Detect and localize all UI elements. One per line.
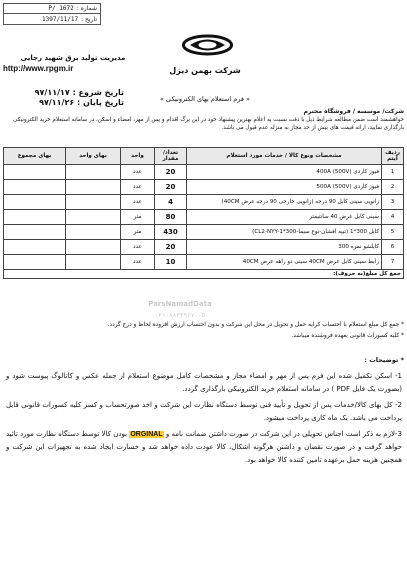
row-unit: عدد <box>121 180 155 195</box>
note-item: * جمع کل مبلغ استعلام با احتساب کرایه حمل و تحویل در محل این شرکت و بدون احتساب ارزش افزوده لحاظ و درج گردد. <box>107 322 404 328</box>
intro-text: خواهشمند است ضمن مطالعه شرایط ذیل با دقت نسبت به اعلام بهترین پیشنهاد خود در این برگ اقدام و پس از مهر، امضاء و اسکن، در سامانه استعلام خرید الکترونیکی بارگذاری نمایید، ارائه قیمت های بیش از حد مجاز به منزله عدم قبول می باشد. <box>12 117 404 131</box>
row-number: 6 <box>382 240 404 255</box>
table-row <box>4 240 404 255</box>
row-spec: رابط سینی کابل عرض 40CM سینی دو راهه عرض 40CM <box>187 255 382 270</box>
row-unit-price-cell[interactable] <box>66 195 121 210</box>
table-row <box>4 195 404 210</box>
row-unit-price-cell[interactable] <box>66 240 121 255</box>
row-total-cell[interactable] <box>4 165 66 180</box>
table-row <box>4 210 404 225</box>
explanation-item-1: 1- اسکن تکمیل شده این فرم پس از مهر و امضاء مجاز و مشخصات کامل موضوع استعلام از جمله عکس و کاتالوگ پیوست شود و (بصورت یک فایل PDF ) در سامانه استعلام خرید الکترونیکی بارگذاری گردد. <box>6 372 402 393</box>
table-row <box>4 225 404 240</box>
number-label: شماره : <box>76 5 97 12</box>
row-unit-price-cell[interactable] <box>66 255 121 270</box>
date-value: 1397/11/17 <box>42 15 79 23</box>
row-total-cell[interactable] <box>4 240 66 255</box>
explanation-item-2: 2- کل بهای کالا/خدمات پس از تحویل و تأیید فنی توسط دستگاه نظارت این شرکت و اخذ صورتحساب و کسر کلیه کسورات قانونی قابل پرداخت می باشد. یک ماه کاری پرداخت میشود. <box>6 401 402 422</box>
sum-in-words-label: جمع کل مبلغ(به حروف): <box>4 270 404 279</box>
row-spec: فیوز کاردی 400A (500V) <box>187 165 382 180</box>
header-unit: واحد <box>121 148 155 165</box>
form-title: « فرم استعلام بهای الکترونیکی » <box>160 95 250 103</box>
items-table <box>3 147 404 279</box>
organization-info <box>3 54 143 73</box>
company-name: شرکت بهمن دیزل <box>169 66 241 75</box>
row-spec: کابل 300*1 (تیپه افشان-نوع سیما-CL2-NYY-1*300) <box>187 225 382 240</box>
number-value: P/ 1672 <box>48 5 74 12</box>
inquiry-dates <box>4 88 124 108</box>
table-row <box>4 165 404 180</box>
row-spec: زانویی سینی کابل 90 درجه (زانویی خارجی 90 درجه عرض 40CM) <box>187 195 382 210</box>
explanation-item-3 <box>6 428 402 467</box>
row-total-cell[interactable] <box>4 180 66 195</box>
row-unit: عدد <box>121 255 155 270</box>
row-number: 1 <box>382 165 404 180</box>
row-unit-price-cell[interactable] <box>66 180 121 195</box>
row-spec: سینی کابل عرض 40 سانتیمتر <box>187 210 382 225</box>
row-total-cell[interactable] <box>4 225 66 240</box>
row-unit-price-cell[interactable] <box>66 210 121 225</box>
explanations-title: * توضیحات : <box>364 356 404 364</box>
table-header-row <box>4 148 404 165</box>
row-number: 7 <box>382 255 404 270</box>
row-spec: فیوز کاردی 500A (500V) <box>187 180 382 195</box>
sum-row <box>4 270 404 279</box>
row-unit-price-cell[interactable] <box>66 225 121 240</box>
notes-section <box>4 321 404 343</box>
end-date: تاریخ پایان : ۹۷/۱۱/۲۶ <box>39 98 124 107</box>
row-number: 3 <box>382 195 404 210</box>
explanation-3-start: 3-لازم به ذکر است اجناس تحویلی در این شرکت در صورت داشتن ضمانت نامه و <box>165 430 402 438</box>
original-highlight: ORGINAL <box>130 431 163 438</box>
table-row <box>4 255 404 270</box>
row-number: 5 <box>382 225 404 240</box>
row-qty: 10 <box>155 255 187 270</box>
header-spec: مشخصات ونوع کالا / خدمات مورد استعلام <box>187 148 382 165</box>
company-logo <box>180 32 235 58</box>
row-qty: 430 <box>155 225 187 240</box>
row-unit-price-cell[interactable] <box>66 165 121 180</box>
row-qty: 20 <box>155 180 187 195</box>
row-unit: عدد <box>121 165 155 180</box>
row-unit: متر <box>121 225 155 240</box>
explanations-section <box>6 370 402 470</box>
row-unit: متر <box>121 210 155 225</box>
row-unit: عدد <box>121 240 155 255</box>
row-qty: 4 <box>155 195 187 210</box>
header-unit-price: بهای واحد <box>66 148 121 165</box>
explanation-3-end: بودن کالا توسط دستگاه نظارت مورد تائید خواهد گرفت و در صورت نقصان و داشتن هرگونه اشکال، کالا عودت داده خواهد شد و خسارت ایجاد شده به تجهیزات این شرکت و همچنین هزینه حمل برعهده تامین کننده کالا خواهد بود. <box>6 430 402 464</box>
header-total: بهای مجموع <box>4 148 66 165</box>
row-qty: 80 <box>155 210 187 225</box>
row-total-cell[interactable] <box>4 210 66 225</box>
row-unit: عدد <box>121 195 155 210</box>
row-qty: 20 <box>155 165 187 180</box>
date-label: تاریخ : <box>81 15 97 23</box>
row-number: 4 <box>382 210 404 225</box>
date-row <box>4 14 100 24</box>
organization-url[interactable]: http://www.rpgm.ir <box>3 64 74 73</box>
header-qty: تعداد/ مقدار <box>155 148 187 165</box>
greeting: شرکت/ موسسه / فروشگاه محترم <box>303 108 404 115</box>
note-item: * کلیه کسورات قانونی بعهده فروشنده میباشد. <box>291 333 404 339</box>
header-row-number: ردیف آیتم <box>382 148 404 165</box>
table-row <box>4 180 404 195</box>
row-number: 2 <box>382 180 404 195</box>
start-date: تاریخ شروع : ۹۷/۱۱/۱۷ <box>34 88 124 97</box>
reference-box <box>3 3 101 25</box>
watermark-phone: ۰۲۱-۸۸۳۴۹۶۷۰-۵ <box>154 312 206 319</box>
row-total-cell[interactable] <box>4 255 66 270</box>
organization-name: مدیریت تولید برق شهید رجایی <box>20 54 126 62</box>
number-row <box>4 4 100 14</box>
row-total-cell[interactable] <box>4 195 66 210</box>
intro-section <box>4 108 404 132</box>
row-qty: 20 <box>155 240 187 255</box>
watermark-site: ParsNamadData <box>148 300 212 308</box>
row-spec: کابلشو نمره 300 <box>187 240 382 255</box>
